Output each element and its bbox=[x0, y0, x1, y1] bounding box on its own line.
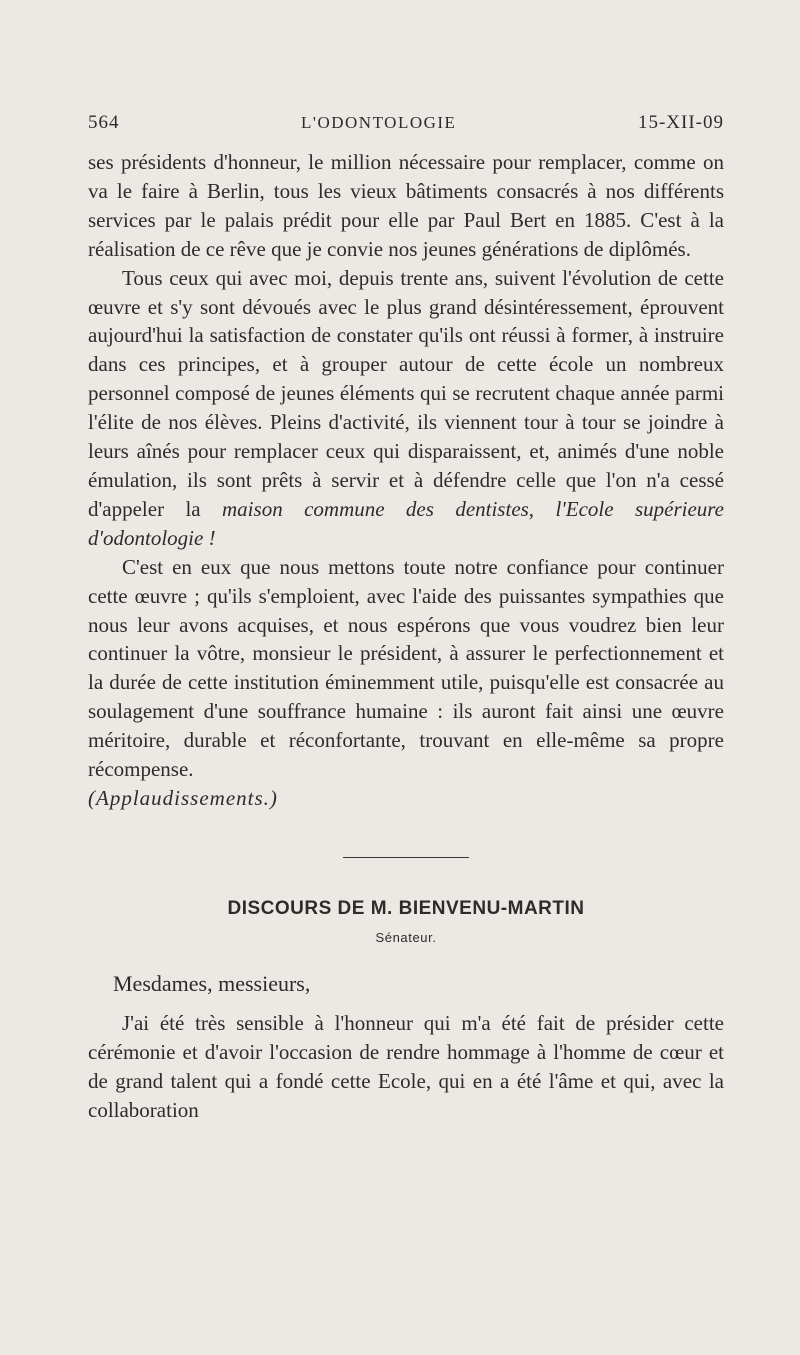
book-page bbox=[88, 112, 724, 1124]
section-divider bbox=[343, 857, 469, 858]
salutation: Mesdames, messieurs, bbox=[113, 970, 311, 996]
paragraph-2-italic: maison commune des dentistes, l'Ecole supérieure d'odontologie ! bbox=[88, 496, 724, 550]
speech-paragraph-1: J'ai été très sensible à l'honneur qui m'a été fait de présider cette cérémonie et d'avoir l'occasion de rendre hommage à l'homme de cœur et de grand talent qui a fondé cette Ecole, qui en a été l'âme et qui, avec la collaboration bbox=[88, 1010, 724, 1122]
section-subtitle: Sénateur. bbox=[375, 929, 437, 945]
page-number: 564 bbox=[88, 112, 120, 133]
paragraph-2 bbox=[88, 264, 724, 553]
applause-note: (Applaudissements.) bbox=[88, 785, 278, 810]
paragraph-2-text: Tous ceux qui avec moi, depuis trente ans, suivent l'évolution de cette œuvre et s'y sont dévoués avec le plus grand désintéressement, éprouvent aujourd'hui la satisfaction de constater qu'ils ont réussi à former, à instruire dans ces principes, et à grouper autour de cette école un nombreux personnel composé de jeunes éléments qui se recrutent chaque année parmi l'élite de nos élèves. Pleins d'activité, ils viennent tour à tour se joindre à leurs aînés pour remplacer ceux qui disparaissent, et, animés d'une noble émulation, ils sont prêts à servir et à défendre celle que l'on n'a cessé d'appeler la bbox=[88, 265, 724, 521]
paragraph-1: ses présidents d'honneur, le million nécessaire pour remplacer, comme on va le faire à Berlin, tous les vieux bâtiments consacrés à nos différents services par le palais prédit pour elle par Paul Bert en 1885. C'est à la réalisation de ce rêve que je convie nos jeunes générations de diplômés. bbox=[88, 150, 724, 261]
journal-title: L'ODONTOLOGIE bbox=[301, 113, 457, 132]
issue-date: 15-XII-09 bbox=[637, 112, 724, 133]
paragraph-3 bbox=[88, 553, 724, 813]
section-title: DISCOURS DE M. BIENVENU-MARTIN bbox=[227, 897, 585, 919]
paragraph-3-text: C'est en eux que nous mettons toute notre confiance pour continuer cette œuvre ; qu'ils s'emploient, avec l'aide des puissantes sympathies que nous leur avons acquises, et nous espérons que vous voudrez bien leur continuer la vôtre, monsieur le président, à assurer le perfectionnement et la durée de cette institution éminemment utile, puisqu'elle est consacrée au soulagement d'une souffrance humaine : ils auront fait ainsi une œuvre méritoire, durable et réconfortante, trouvant en elle-même sa propre récompense. bbox=[88, 554, 724, 782]
running-header bbox=[88, 112, 724, 142]
